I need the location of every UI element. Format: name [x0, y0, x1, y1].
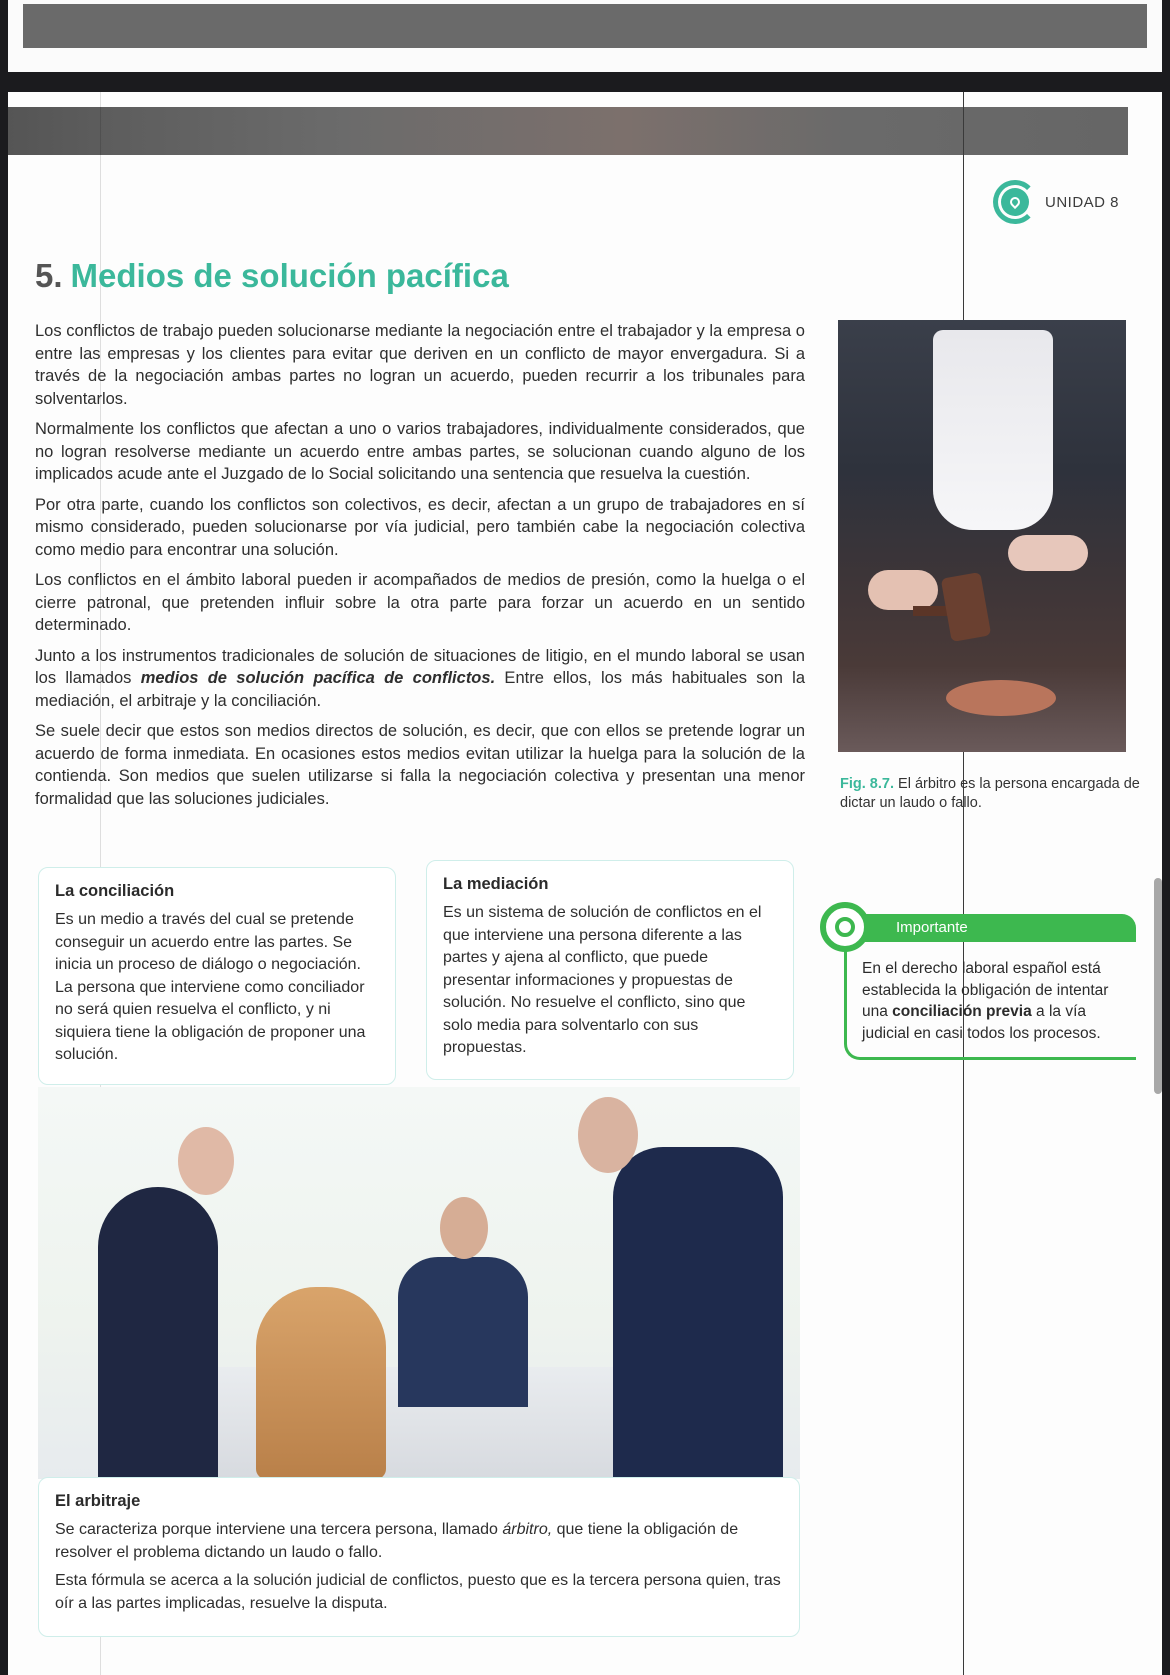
card-text: Se caracteriza porque interviene una tercera persona, llamado árbitro, que tiene la obligación de resolver el problema dictando un laudo o fallo. — [55, 1521, 739, 1561]
section-number: 5. — [35, 257, 63, 294]
unit-label: UNIDAD 8 — [1045, 193, 1120, 211]
importante-label: Importante — [848, 914, 1136, 942]
unit-badge — [993, 180, 1119, 224]
previous-page-strip — [8, 0, 1162, 72]
card-text: Es un medio a través del cual se pretende conseguir un acuerdo entre las partes. Se inicia un proceso de diálogo o negociación. La persona que interviene como conciliador no será quien resuelva el conflicto, y ni siquiera tiene la obligación de proponer una solución. — [55, 911, 366, 1063]
scanned-image-fragment — [8, 107, 1128, 155]
scrollbar-thumb[interactable] — [1154, 878, 1162, 1094]
location-pin-icon — [1008, 195, 1022, 209]
unit-ring-icon — [993, 180, 1037, 224]
document-page — [8, 92, 1162, 1675]
judge-gavel-photo — [838, 320, 1126, 752]
card-text: Esta fórmula se acerca a la solución judicial de conflictos, puesto que es la tercera persona quien, tras oír a las partes implicadas, resuelve la disputa. — [55, 1572, 781, 1612]
section-title-text: Medios de solución pacífica — [70, 257, 509, 294]
figure-caption: Fig. 8.7. El árbitro es la persona encargada de dictar un laudo o fallo. — [840, 776, 1140, 811]
paragraph: Junto a los instrumentos tradicionales de solución de situaciones de litigio, en el mundo laboral se usan los llamados medios de solución pacífica de conflictos. Entre ellos, los más habituales son la mediación, el arbitraje y la conciliación. — [35, 646, 805, 710]
scanned-image-fragment — [23, 4, 1147, 48]
paragraph: Normalmente los conflictos que afectan a uno o varios trabajadores, individualmente considerados, que no logran resolverse mediante un acuerdo entre ambas partes, se solucionan cuando alguno de los implicados acude ante el Juzgado de lo Social solicitando una sentencia que resuelva la cuestión. — [35, 420, 805, 483]
card-mediacion — [426, 860, 794, 1080]
card-title: La mediación — [443, 875, 549, 893]
paragraph: Los conflictos de trabajo pueden solucionarse mediante la negociación entre el trabajador y la empresa o entre las empresas y los clientes para evitar que deriven en un conflicto de mayor envergadura. Si a través de la negociación ambas partes no logran un acuerdo, pueden recurrir a los tribunales para solventarlos. — [35, 322, 805, 408]
meeting-photo — [38, 1087, 800, 1479]
paragraph: Se suele decir que estos son medios directos de solución, es decir, que con ellos se pretende lograr un acuerdo de forma inmediata. En ocasiones estos medios evitan utilizar la huelga para la solución de la contienda. Son medios que suelen utilizarse si falla la negociación colectiva y presentan una menor formalidad que las soluciones judiciales. — [35, 722, 805, 808]
card-conciliacion — [38, 867, 396, 1085]
key-term: medios de solución pacífica de conflictos. — [140, 669, 496, 687]
figure-ref: Fig. 8.7. — [840, 776, 894, 792]
card-title: El arbitraje — [55, 1492, 141, 1510]
paragraph: Los conflictos en el ámbito laboral pueden ir acompañados de medios de presión, como la huelga o el cierre patronal, que pretenden influir sobre la otra parte para forzar un acuerdo en un sentido determinado. — [35, 571, 805, 634]
card-arbitraje — [38, 1477, 800, 1637]
section-title — [35, 257, 509, 295]
importante-text: En el derecho laboral español está establecida la obligación de intentar una conciliación previa a la vía judicial en casi todos los procesos. — [862, 960, 1109, 1042]
card-text: Es un sistema de solución de conflictos en el que interviene una persona diferente a las partes y ajena al conflicto, que puede presentar informaciones y propuestas de solución. No resuelve el conflicto, sino que solo media para solventarlo con sus propuestas. — [443, 904, 762, 1056]
card-title: La conciliación — [55, 882, 175, 900]
paragraph: Por otra parte, cuando los conflictos son colectivos, es decir, afectan a un grupo de trabajadores en sí mismo considerado, pueden solucionarse por vía judicial, pero también cabe la negociación colectiva como medio para encontrar una solución. — [35, 495, 805, 559]
target-icon — [820, 902, 870, 952]
body-text — [35, 320, 805, 818]
importante-callout — [818, 900, 1138, 1060]
